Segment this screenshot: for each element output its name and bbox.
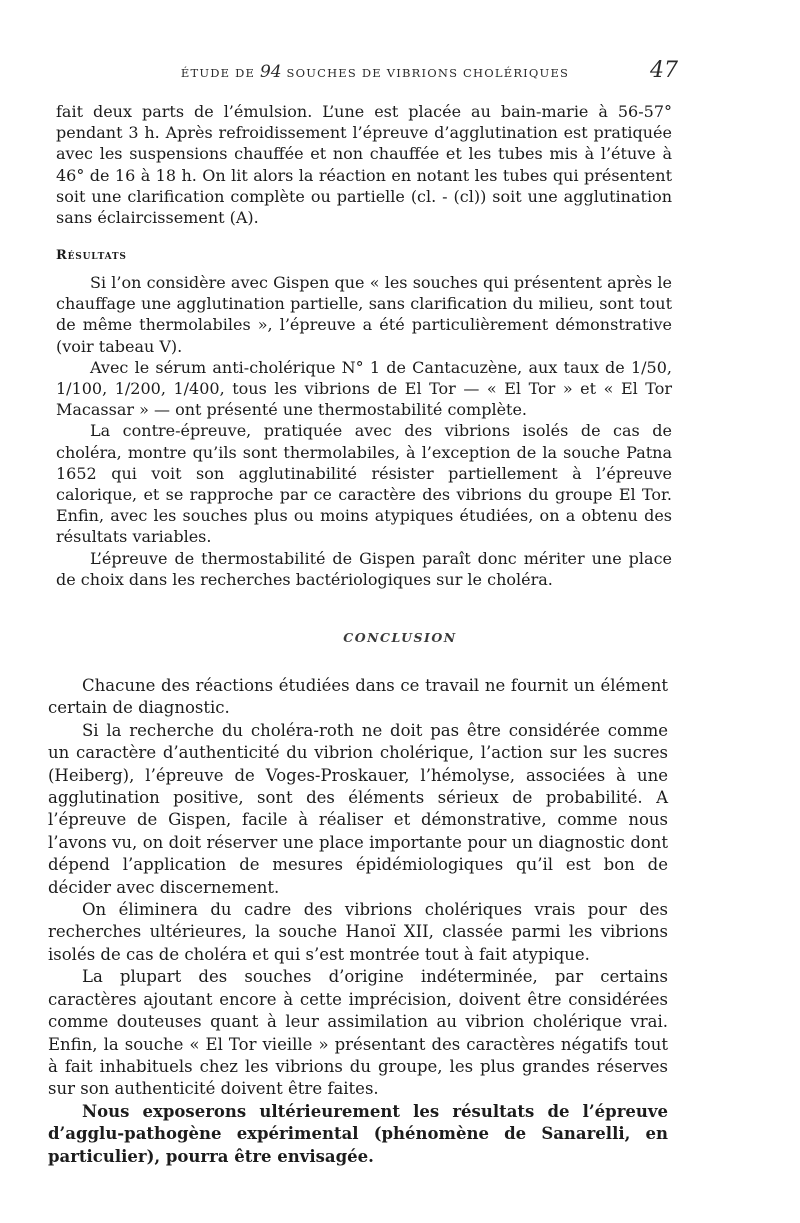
running-head-before: ÉTUDE DE [180, 66, 256, 80]
running-head [140, 62, 610, 82]
conclusion-section [48, 675, 668, 1168]
conclusion-paragraph: La plupart des souches d’origine indéterminée, par certains caractères ajoutant encore à cette imprécision, doivent être considérées comme douteuses quant à leur assimilation au vibrion cholérique vrai. Enfin, la souche « El Tor vieille » présentant des caractères négatifs tout à fait inhabituels chez les vibrions du groupe, les plus grandes réserves sur son authenticité doivent être faites. [48, 967, 668, 1099]
results-paragraph: Si l’on considère avec Gispen que « les souches qui présentent après le chauffage une agglutination partielle, sans clarification du milieu, sont tout de même thermolabiles », l’épreuve a été particulièrement démonstrative (voir tabeau V). [56, 273, 672, 356]
results-paragraph: La contre-épreuve, pratiquée avec des vibrions isolés de cas de choléra, montre qu’ils sont thermolabiles, à l’exception de la souche Patna 1652 qui voit son agglutinabilité résister partiellement à l’épreuve calorique, et se rapproche par ce caractère des vibrions du groupe El Tor. Enfin, avec les souches plus ou moins atypiques étudiées, on a obtenu des résultats variables. [56, 421, 672, 547]
conclusion-paragraph: Nous exposerons ultérieurement les résultats de l’épreuve d’agglu-pathogène expérimental (phénomène de Sanarelli, en particulier), pourra être envisagée. [48, 1101, 668, 1166]
results-heading: Résultats [56, 248, 127, 263]
page-number: 47 [650, 58, 678, 83]
conclusion-paragraph: Si la recherche du choléra-roth ne doit pas être considérée comme un caractère d’authenticité du vibrion cholérique, l’action sur les sucres (Heiberg), l’épreuve de Voges-Proskauer, l’hémolyse, associées à une agglutination positive, sont des éléments sérieux de probabilité. A l’épreuve de Gispen, facile à réaliser et démonstrative, comme nous l’avons vu, on doit réserver une place importante pour un diagnostic dont dépend l’application de mesures épidémiologiques qu’il est bon de décider avec discernement. [48, 720, 668, 897]
results-paragraph: L’épreuve de thermostabilité de Gispen paraît donc mériter une place de choix dans les recherches bactériologiques sur le choléra. [56, 548, 672, 589]
intro-paragraph: fait deux parts de l’émulsion. L’une est placée au bain-marie à 56-57° pendant 3 h. Après refroidissement l’épreuve d’agglutination est pratiquée avec les suspensions chauffée et non chauffée et les tubes mis à l’étuve à 46° de 16 à 18 h. On lit alors la réaction en notant les tubes qui présentent soit une clarification complète ou partielle (cl. - (cl)) soit une agglutination sans éclaircissement (A). [56, 102, 672, 228]
intro-paragraph-block [56, 101, 672, 228]
running-head-after: SOUCHES DE VIBRIONS CHOLÉRIQUES [286, 66, 570, 80]
conclusion-heading: CONCLUSION [343, 630, 457, 645]
running-head-number: 94 [259, 62, 282, 82]
results-paragraph: Avec le sérum anti-cholérique N° 1 de Cantacuzène, aux taux de 1/50, 1/100, 1/200, 1/400, tous les vibrions de El Tor — « El Tor » et « El Tor Macassar » — ont présenté une thermostabilité complète. [56, 357, 672, 420]
conclusion-paragraph: Chacune des réactions étudiées dans ce travail ne fournit un élément certain de diagnostic. [48, 676, 668, 718]
results-section [56, 272, 672, 590]
conclusion-paragraph: On éliminera du cadre des vibrions cholériques vrais pour des recherches ultérieures, la souche Hanoï XII, classée parmi les vibrions isolés de cas de choléra et qui s’est montrée tout à fait atypique. [48, 900, 668, 964]
